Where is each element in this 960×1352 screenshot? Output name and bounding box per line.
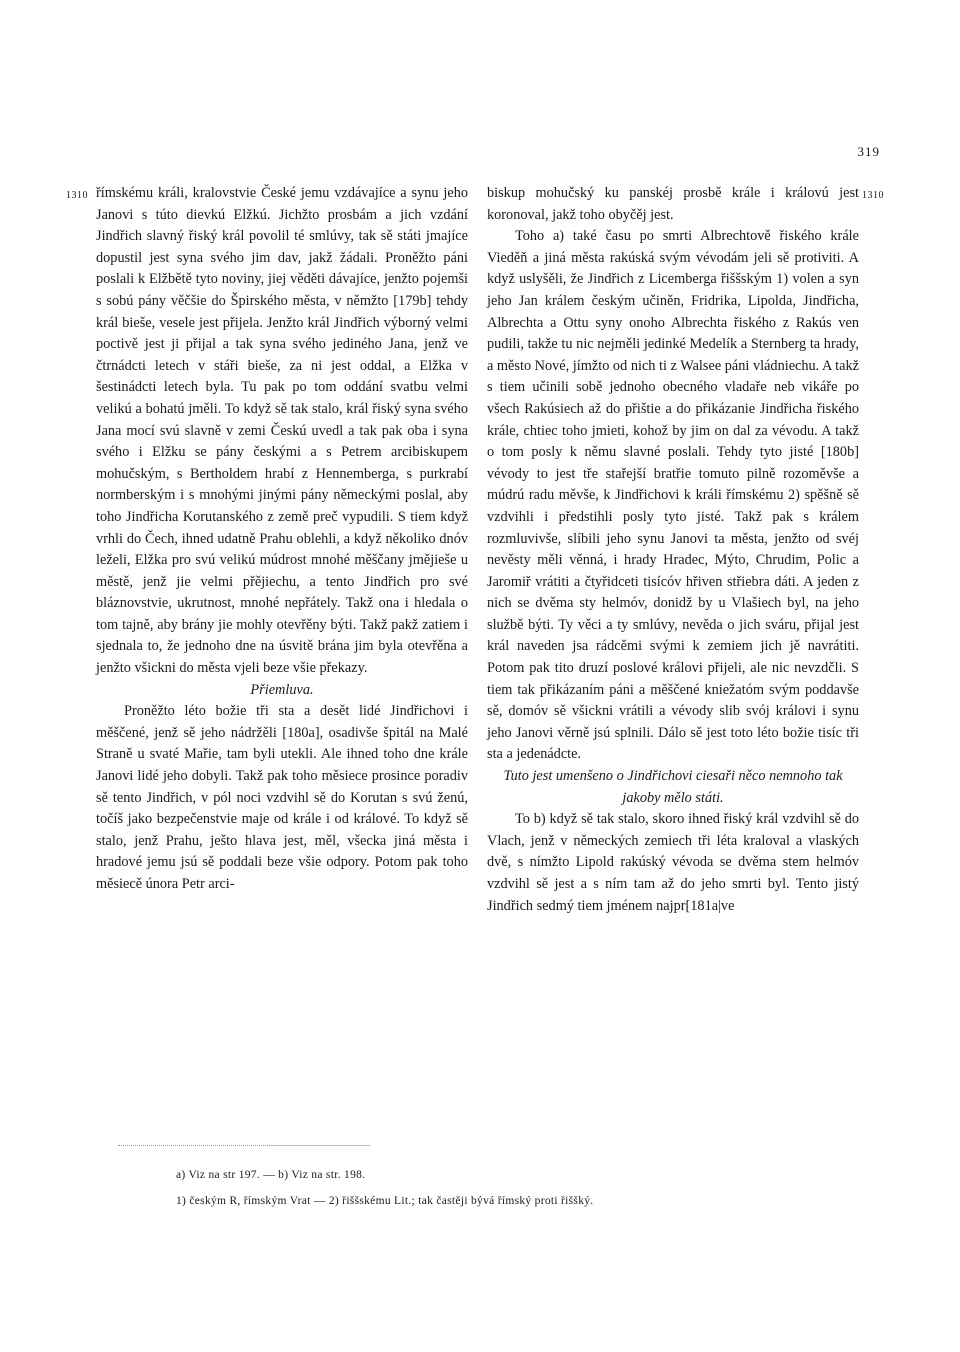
footnotes	[176, 1162, 876, 1214]
left-paragraph-1: římskému králi, kralovstvie České jemu vzdávajíce a synu jeho Janovi s túto dievkú Elžkú. Jichžto prosbám a jich vzdání Jindřich slavný řiský král povolil té smlúvy, tak sě státi jmajíce dopustil jest syna svého jim dav, jakž žádali. Proněžto páni poslali k Elžbětě tyto noviny, jiej věděti dávajíce, jenžto pojemši s sobú pány věčšie do Špirského města, v němžto [179b] tehdy král bieše, vesele jest přijela. Jenžto král Jindřich výborný velmi poctivě jest ji přijal a tak syna svého jediného Jana, jenž ve čtrnádcti letech v stáři bieše, za ni jest oddal, a Elžka v šestinádcti letech byla. Tu pak po tom oddání svatbu velmi velikú a bohatú jměli. To když sě tak stalo, král řiský syna svého Jana mocí svú slavně v zemi Českú uvedl a tak pak oba i syna svého i Elžku se pány českými a s Petrem arcibiskupem mohučským, s Bertholdem hrabí z Hennemberga, s purkrabí normberským i s mnohými jinými pány německými poslal, aby toho Jindřicha Korutanského z země preč vypudili. S tiem když vrhli do Čech, ihned udatně Prahu oblehli, a když několiko dnóv leželi, Elžka pro svú velikú múdrost mnohé měščany jmějieše u městě, jenž jie velmi přějiechu, a tento Jindřich pro své bláznovstvie, ukrutnost, mnohé nepřátely. Takž ona i hledala o tom tajně, aby brány jie mohly otevřěny býti. Takž pakž zatiem i sjednala to, že jednoho dne na úsvitě brána jim byla otevřěna a jenžto všickni do města vjeli beze všie překazy.	[96, 185, 468, 677]
right-paragraph-1: biskup mohučský ku panskéj prosbě krále i královú jest koronoval, jakž toho obyčěj jest.	[487, 185, 859, 223]
left-paragraph-2: Proněžto léto božie tři sta a desět lidé Jindřichovi i měščené, jenž sě jeho nádržěli [180a], osadivše špitál na Malé Straně u svaté Mařie, tam byli utekli. Ale ihned toho dne krále Janovi lidé jeho dobyli. Takž pak toho měsiece prosince poradiv sě tento Jindřich, v pól noci vzdvihl sě do Korutan s svú ženú, točíš jako bezpečenstvie maje od krále i od králové. To když sě stalo, jenž Prahu, ješto hlava jest, měl, všecka jiná města i hradové jemu jsú sě poddali beze všie odpory. Potom pak toho měsiecě února Petr arci-	[96, 703, 468, 892]
footnote-line-1: a) Viz na str 197. — b) Viz na str. 198.	[176, 1169, 366, 1181]
footnote-divider-solid	[270, 1145, 370, 1146]
right-paragraph-3: To b) když sě tak stalo, skoro ihned řiský král vzdvihl sě do Vlach, jenž v německých zemiech tři léta kraloval a vlaských dvě, s nímžto Lipold rakúský vévoda se dvěma stem helmóv vzdvihl sě jest a s ním tam až do jeho smrti byl. Tento jistý Jindřich sedmý tiem jménem najpr[181a|ve	[487, 811, 859, 914]
right-column	[487, 183, 859, 917]
margin-year-right: 1310	[862, 190, 884, 201]
section-heading-umenseno: Tuto jest umenšeno o Jindřichovi ciesaři něco nemnoho tak jakoby mělo státi.	[503, 768, 843, 806]
right-paragraph-2: Toho a) také času po smrti Albrechtově řiského krále Vieděň a jiná města rakúská svým vévodám jeli sě protiviti. A když uslyšěli, že Jindřich z Licemberga řiššským 1) volen a syn jeho Jan králem českým učiněn, Fridrika, Lipolda, Jindřicha, Albrechta a Ottu syny onoho Albrechta řiského z Rakús ven pudili, takže tu nic nejměli jedinké Medelík a Sternberg ta hrady, a město Nové, jímžto od nich ti z Walsee páni vládniechu. A takž s tiem učinili sobě jednoho obecného vladaře neb vikáře po všech Rakúsiech až do přištie a do přikázanie Jindřicha řiského krále, chtiec toho jmieti, kohož by jim on dal za vévodu. A takž o tom posly k němu slavné poslali. Tehdy tyto jisté [180b] vévody to jest tře stařejší bratřie tomuto pilně rozoměvše a múdrú radu měvše, k Jindřichovi k králi římskému 2) spěšně sě vzdvihli i předstihli posly tyto jisté. Takž pak s králem rozmluvivše, slíbili jeho synu Janovi ta města, jenžto od svéj nevěsty měli věnná, i hrady Hradec, Mýto, Chrudim, Polic a Jaromiř vrátiti a čtyřidceti tisícóv hřiven střiebra dáti. A jeden z nich se dvěma sty helmóv, donidž by u Vlašiech byl, na jeho službě býti. Ty věci a ty smlúvy, nevěda o jich sváru, přijal jest král naveden jsa rádcěmi svými k zemiem jich jě navrátiti. Potom pak tito druzí poslové královi přijeli, ale nic nevzdčli. S tiem tak přikázaním páni a měščené kniežatóm svým poddavše sě, domóv sě všickni vrátili a vévody slib svój královi i synu jeho Janovi věrně jsú splnili. Dálo sě jest toto léto božie tisíc tři sta a jedenádcte.	[487, 228, 859, 763]
section-heading-priemluva: Přiemluva.	[250, 681, 314, 698]
left-column	[96, 183, 468, 896]
footnote-line-2: 1) českým R, římským Vrat — 2) řiššskému Lit.; tak častěji bývá římský proti řiššký.	[176, 1195, 594, 1207]
page-number: 319	[857, 144, 880, 159]
margin-year-left: 1310	[66, 190, 88, 201]
